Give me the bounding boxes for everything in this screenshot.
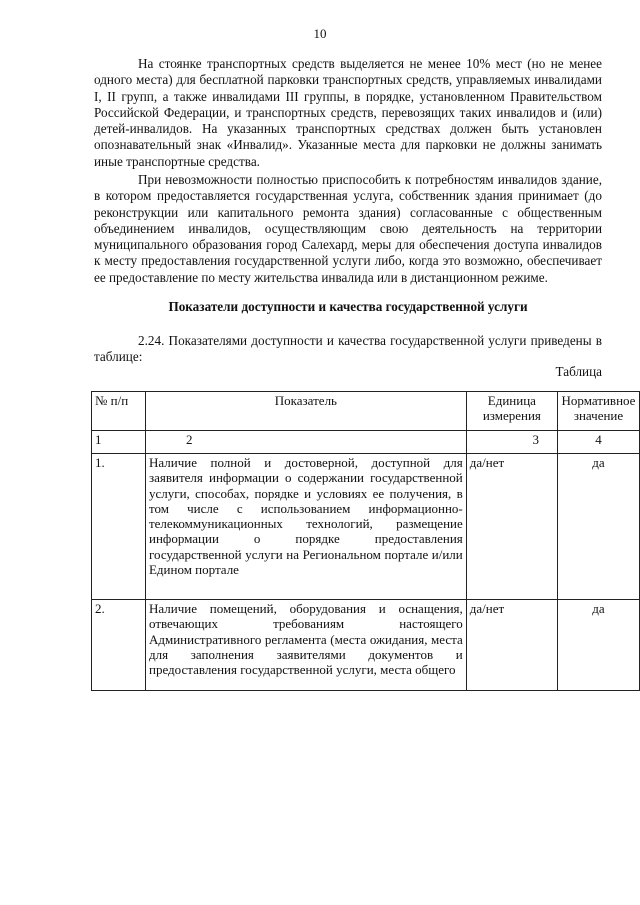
row-unit: да/нет bbox=[466, 600, 557, 691]
row-norm: да bbox=[558, 600, 640, 691]
indicators-table bbox=[91, 391, 640, 691]
header-unit: Единица измерения bbox=[466, 392, 557, 431]
table-row bbox=[92, 454, 640, 600]
header-indicator: Показатель bbox=[145, 392, 466, 431]
page-number: 10 bbox=[313, 26, 327, 41]
table-header-row bbox=[92, 392, 640, 431]
column-number-1: 1 bbox=[92, 431, 146, 454]
paragraph-accessibility: При невозможности полностью приспособить к потребностям инвалидов здание, в котором предоставляется государственная услуга, собственник здания принимает (до реконструкции или капитального ремонта здания) согласованные с общественным объединением инвалидов, осуществляющим свою деятельность на территории муниципального образования город Салехард, меры для обеспечения доступа инвалидов к месту предоставления государственной услуги либо, когда это возможно, обеспечивает ее предоставление по месту жительства инвалида или в дистанционном режиме. bbox=[94, 172, 602, 285]
header-norm: Нормативное значение bbox=[558, 392, 640, 431]
column-number-2: 2 bbox=[145, 431, 466, 454]
column-number-4: 4 bbox=[558, 431, 640, 454]
section-heading: Показатели доступности и качества государственной услуги bbox=[168, 299, 528, 314]
row-number: 2. bbox=[92, 600, 146, 691]
table-row bbox=[92, 600, 640, 691]
header-number: № п/п bbox=[92, 392, 146, 431]
row-indicator: Наличие полной и достоверной, доступной для заявителя информации о содержании государственной услуги, способах, порядке и условиях ее получения, в том числе с использованием информационно-телекоммуникационных технологий, размещение информации о порядке предоставления государственной услуги на Региональном портале и/или Едином портале bbox=[145, 454, 466, 600]
row-norm: да bbox=[558, 454, 640, 600]
table-column-numbers-row bbox=[92, 431, 640, 454]
table-label: Таблица bbox=[555, 364, 602, 379]
column-number-3: 3 bbox=[466, 431, 557, 454]
row-unit: да/нет bbox=[466, 454, 557, 600]
paragraph-parking: На стоянке транспортных средств выделяется не менее 10% мест (но не менее одного места) для бесплатной парковки транспортных средств, управляемых инвалидами I, II групп, а также инвалидами III группы, в порядке, установленном Правительством Российской Федерации, и транспортных средств, перевозящих таких инвалидов и (или) детей-инвалидов. На указанных транспортных средствах должен быть установлен опознавательный знак «Инвалид». Указанные места для парковки не должны занимать иные транспортные средства. bbox=[94, 56, 602, 169]
paragraph-2-24: 2.24. Показателями доступности и качества государственной услуги приведены в таблице: bbox=[94, 333, 602, 365]
row-indicator: Наличие помещений, оборудования и оснащения, отвечающих требованиям настоящего Административного регламента (места ожидания, места для заполнения заявителями документов и предоставления государственной услуги, места общего bbox=[145, 600, 466, 691]
row-number: 1. bbox=[92, 454, 146, 600]
